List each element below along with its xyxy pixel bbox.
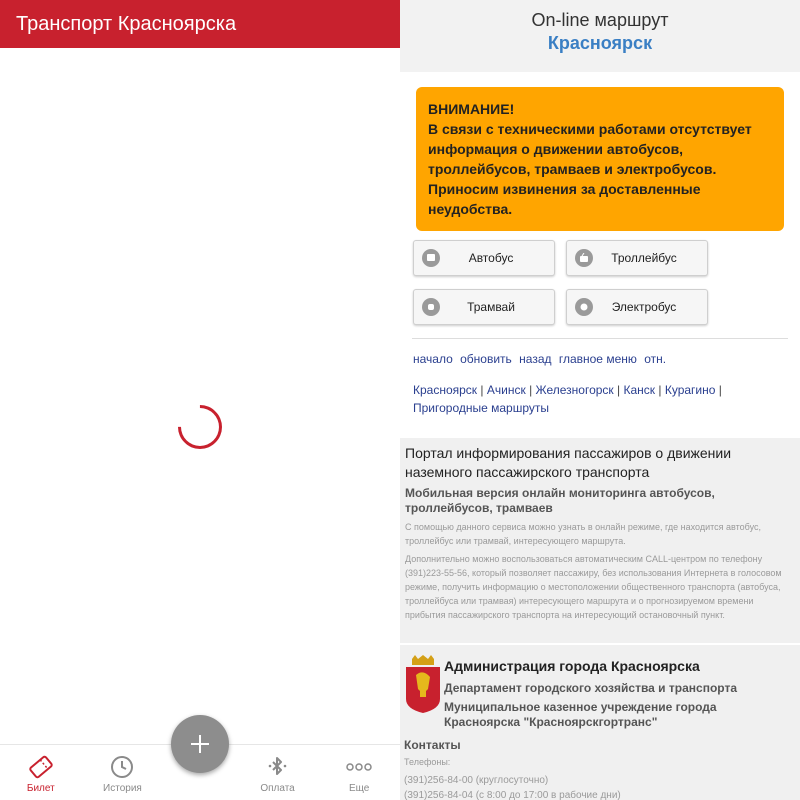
admin-title: Администрация города Красноярска [444,658,700,674]
nav-link-rel[interactable]: отн. [644,352,667,366]
portal-title: Портал информирования пассажиров о движении наземного пассажирского транспорта [405,445,732,480]
portal-paragraph-1: С помощью данного сервиса можно узнать в онлайн режиме, где находится автобус, троллейбус или трамвай, интересующего маршрута. [405,522,761,546]
tab-payment-label: Оплата [260,783,295,794]
separator: | [617,383,621,397]
portal-subtitle: Мобильная версия онлайн мониторинга автобусов, троллейбусов, трамваев [405,486,715,515]
tab-more[interactable] [318,745,400,800]
separator: | [480,383,484,397]
admin-department: Департамент городского хозяйства и транспорта [444,681,737,695]
city-link-kansk[interactable]: Канск [623,383,656,397]
city-link-zheleznogorsk[interactable]: Железногорск [535,383,614,397]
city-link-suburban[interactable]: Пригородные маршруты [413,401,550,415]
tab-payment[interactable] [237,745,319,800]
tab-ticket-label: Билет [26,783,55,794]
contactless-pay-icon [265,753,291,781]
contacts-heading: Контакты [404,738,461,752]
city-links [413,381,773,417]
tab-ticket[interactable] [0,745,82,800]
city-title: Красноярск [547,33,653,53]
nav-link-back[interactable]: назад [519,352,552,366]
administration-section [400,645,800,800]
phone-1[interactable]: (391)256-84-00 (круглосуточно) [404,775,549,786]
tram-button-label: Трамвай [467,300,515,314]
separator: | [718,383,722,397]
city-coat-of-arms-icon [404,655,442,713]
city-link-achinsk[interactable]: Ачинск [486,383,526,397]
portal-info-section [400,438,800,643]
loading-spinner [169,396,231,458]
electrobus-icon [575,298,593,316]
clock-icon [109,753,135,781]
city-link-kuragino[interactable]: Курагино [664,383,716,397]
phones-label: Телефоны: [404,757,451,767]
app-bar [0,0,400,48]
portal-paragraph-2: Дополнительно можно воспользоваться автоматическим CALL-центром по телефону (391)223-55-56, который позволяет пассажиру, без использования Интернета в голосовом режиме, получить информацию о местоположении общественного транспорта (автобуса, троллейбуса или трамвая) интересующего маршрута и о прогнозируемом времени прибытия пассажирского транспорта на интересующий остановочный пункт. [405,554,782,620]
nav-link-start[interactable]: начало [413,352,453,366]
electrobus-button[interactable] [566,289,708,325]
tab-history[interactable] [82,745,164,800]
nav-link-refresh[interactable]: обновить [460,352,512,366]
alert-text: ВНИМАНИЕ! В связи с техническими работами отсутствует информация о движении автобусов, троллейбусов, трамваев и электробусов. Приносим извинения за доставленные неудобства. [428,101,752,217]
add-fab-button[interactable] [171,715,229,773]
nav-link-main-menu[interactable]: главное меню [558,352,637,366]
separator: | [529,383,533,397]
nav-links [413,352,670,366]
page-title: On-line маршрут [531,10,669,30]
electrobus-button-label: Электробус [611,300,677,314]
tab-more-label: Еще [348,783,370,794]
ticket-icon [26,753,56,781]
divider [412,338,788,339]
trolleybus-icon [575,249,593,267]
more-dots-icon [345,753,373,781]
bus-button-label: Автобус [468,251,514,265]
page-header [400,0,800,72]
separator: | [658,383,662,397]
trolleybus-button-label: Троллейбус [611,251,677,265]
tram-icon [422,298,440,316]
app-title: Транспорт Красноярска [16,12,237,35]
maintenance-alert [416,87,784,231]
trolleybus-button[interactable] [566,240,708,276]
tab-history-label: История [103,783,142,794]
phone-2[interactable]: (391)256-84-04 (с 8:00 до 17:00 в рабочие дни) [404,790,621,800]
city-link-krasnoyarsk[interactable]: Красноярск [413,383,478,397]
bus-button[interactable] [413,240,555,276]
plus-icon [188,732,212,756]
bus-icon [422,249,440,267]
admin-organization: Муниципальное казенное учреждение города Красноярска "Красноярскгортранс" [444,700,717,729]
tram-button[interactable] [413,289,555,325]
online-route-page [400,0,800,800]
